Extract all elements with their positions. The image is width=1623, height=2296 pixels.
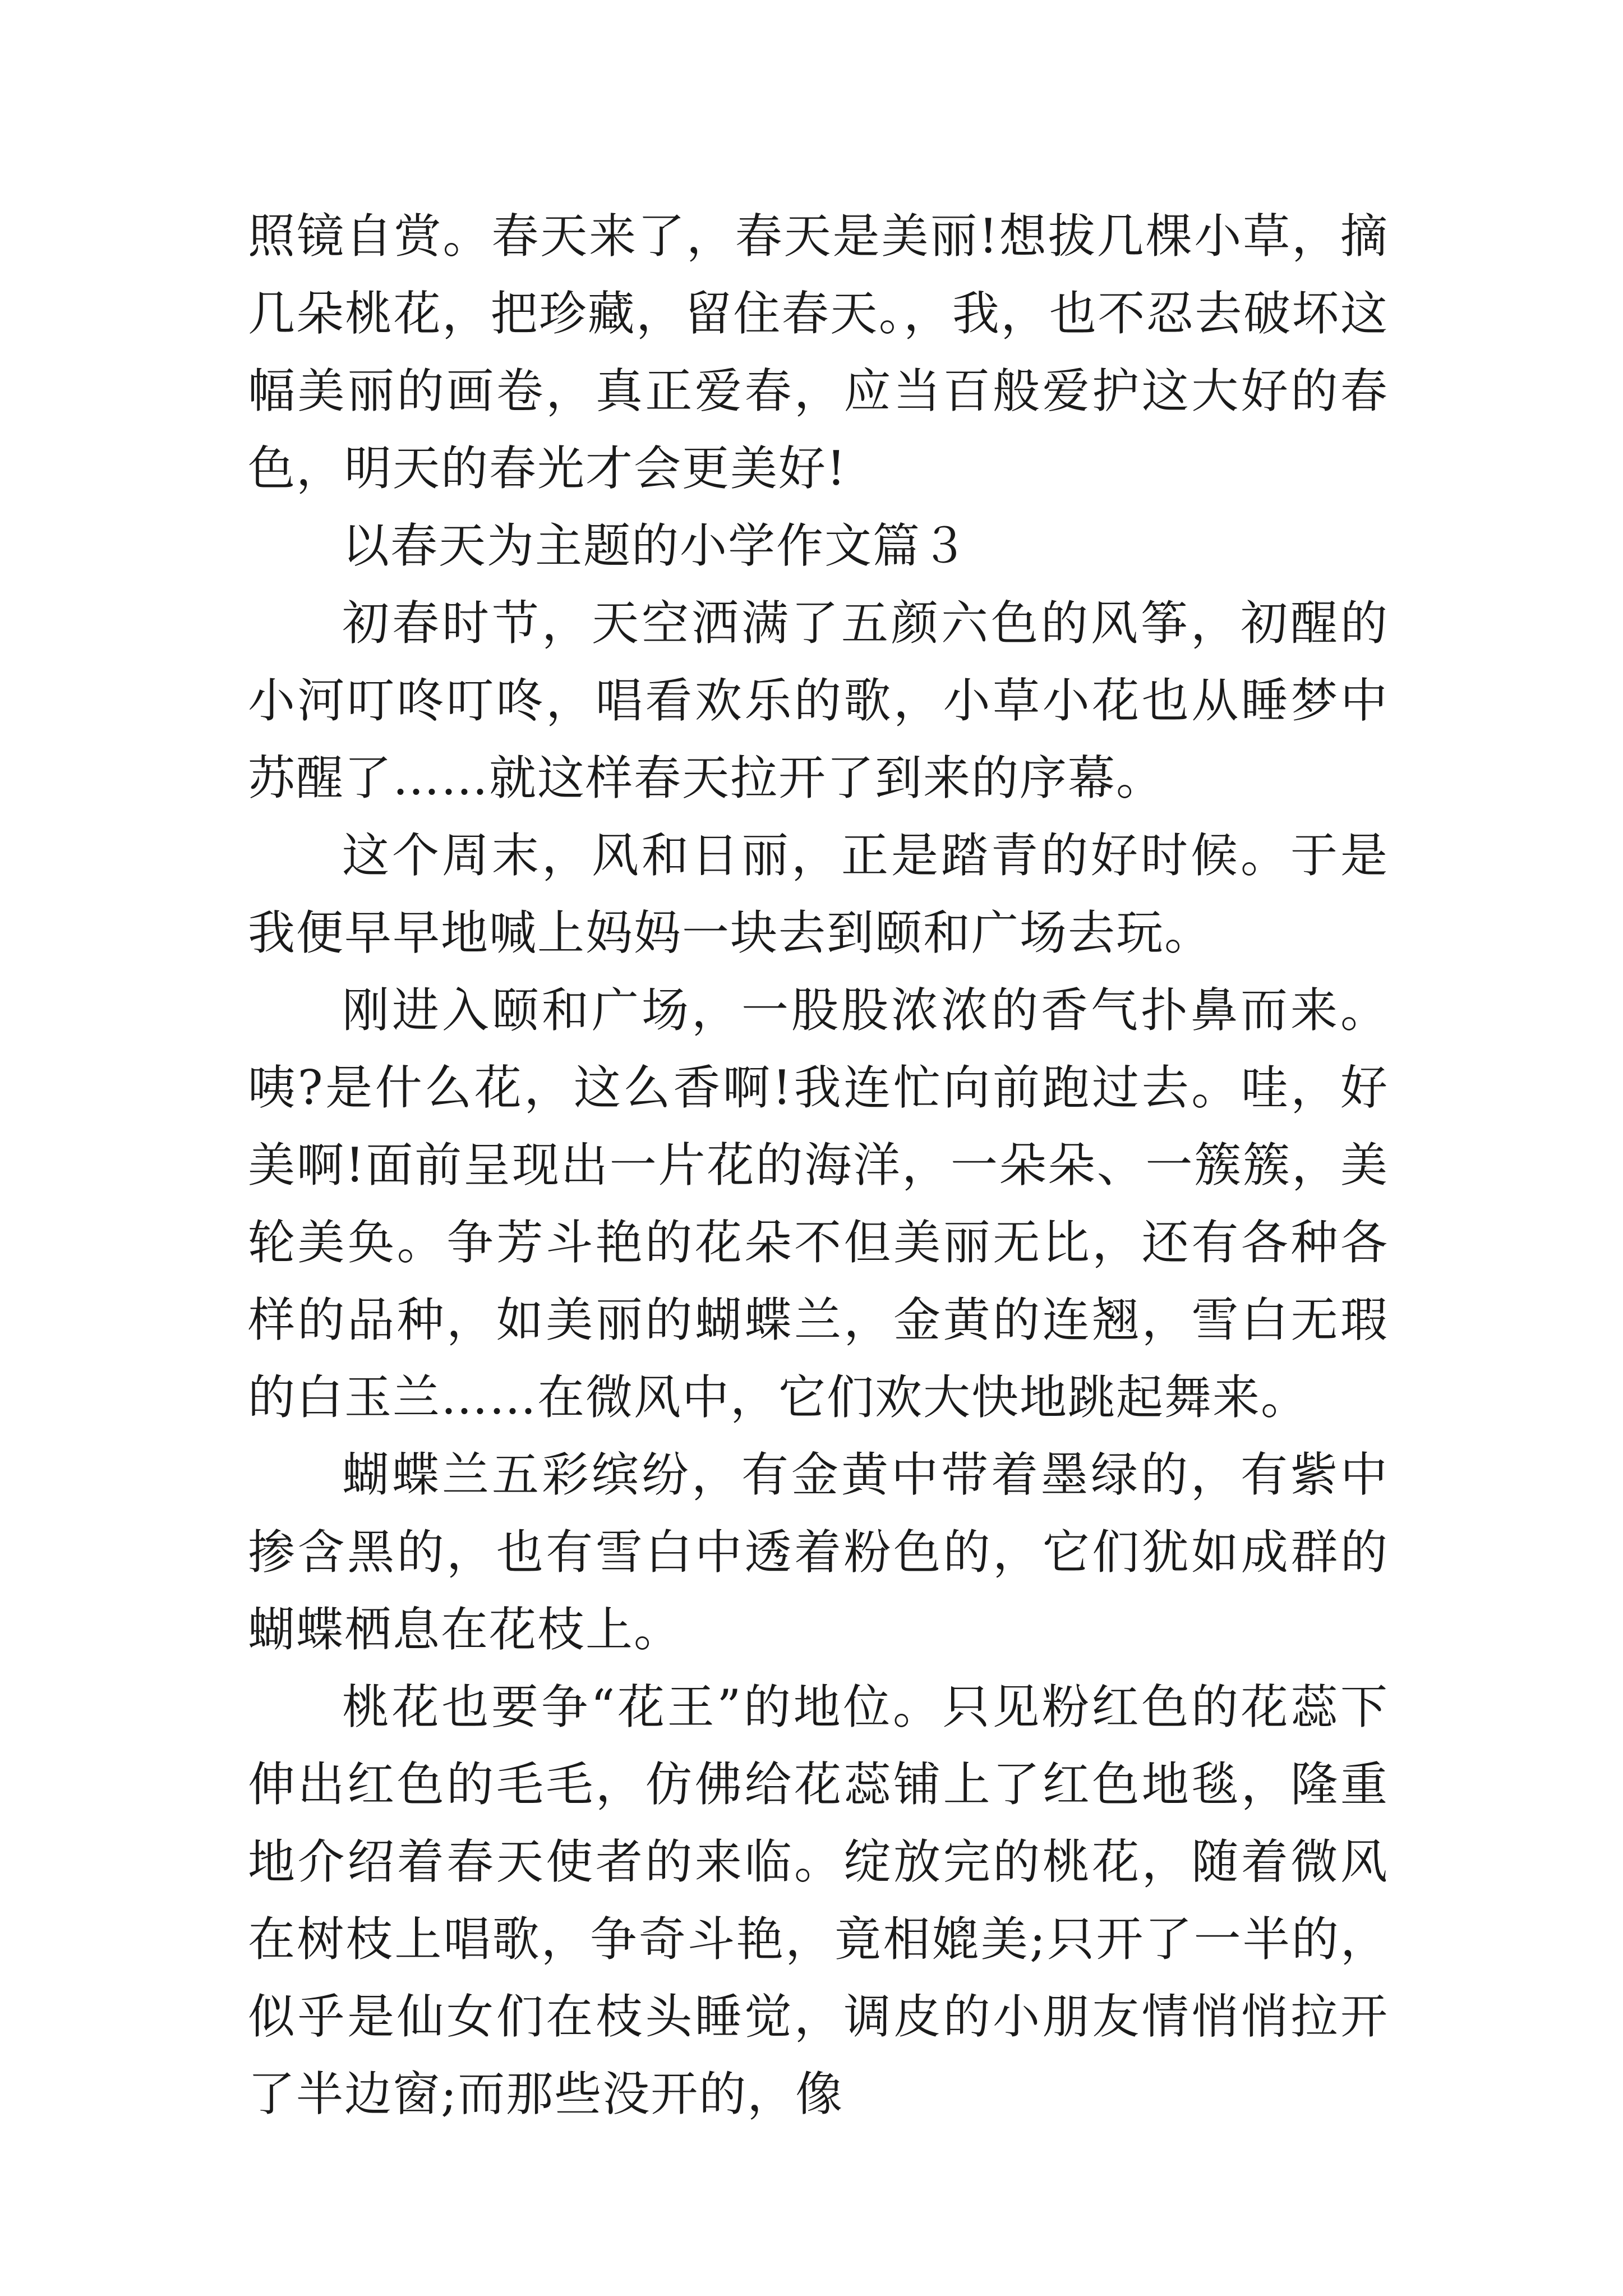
- document-body: [248, 197, 1389, 2133]
- paragraph: 初春时节，天空洒满了五颜六色的风筝，初醒的小河叮咚叮咚，唱看欢乐的歌，小草小花也从睡梦中苏醒了……就这样春天拉开了到来的序幕。: [248, 596, 1389, 806]
- paragraph: 蝴蝶兰五彩缤纷，有金黄中带着墨绿的，有紫中掺含黑的，也有雪白中透着粉色的，它们犹如成群的蝴蝶栖息在花枝上。: [248, 1447, 1389, 1657]
- paragraph-continuation: 照镜自赏。春天来了，春天是美丽!想拔几棵小草，摘几朵桃花，把珍藏，留住春天。，我，也不忍去破坏这幅美丽的画卷，真正爱春，应当百般爱护这大好的春色，明天的春光才会更美好!: [248, 209, 1389, 496]
- paragraph: 刚进入颐和广场，一股股浓浓的香气扑鼻而来。咦?是什么花，这么香啊!我连忙向前跑过去。哇，好美啊!面前呈现出一片花的海洋，一朵朵、一簇簇，美轮美奂。争芳斗艳的花朵不但美丽无比，还有各种各样的品种，如美丽的蝴蝶兰，金黄的连翘，雪白无瑕的白玉兰……在微风中，它们欢大快地跳起舞来。: [248, 983, 1389, 1425]
- paragraph: 桃花也要争“花王”的地位。只见粉红色的花蕊下伸出红色的毛毛，仿佛给花蕊铺上了红色地毯，隆重地介绍着春天使者的来临。绽放完的桃花，随着微风在树枝上唱歌，争奇斗艳，竟相媲美;只开了一半的，似乎是仙女们在枝头睡觉，调皮的小朋友情悄悄拉开了半边窗;而那些没开的，像: [248, 1680, 1389, 2122]
- paragraph: 这个周末，风和日丽，正是踏青的好时候。于是我便早早地喊上妈妈一块去到颐和广场去玩。: [248, 828, 1389, 960]
- section-title: 以春天为主题的小学作文篇３: [342, 518, 970, 573]
